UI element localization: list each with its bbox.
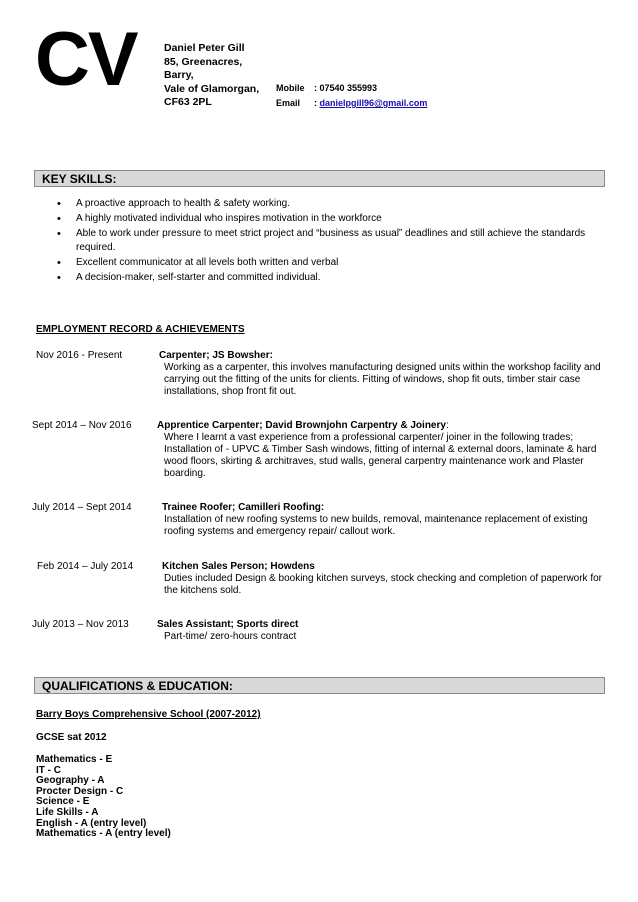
gcse-heading: GCSE sat 2012 [36,732,107,743]
list-item: Mathematics - E [36,754,113,765]
job-description: Working as a carpenter, this involves manufacturing designed units within the workshop facility and carrying out the fitting of the units for clients. Fitting of windows, shop fit outs, timber stair case installations, shop front fit out. [164,362,601,397]
address-line: 85, Greenacres, [164,55,243,68]
name-address-block [164,42,259,110]
list-item: Procter Design - C [36,785,124,797]
mobile-row [276,81,427,96]
address-line: Vale of Glamorgan, [164,82,260,95]
job-title-suffix: : [445,420,449,431]
key-skills-list [57,197,602,286]
email-label: Email [276,98,301,108]
list-item: Geography - A [36,775,105,787]
list-item: IT - C [36,764,61,776]
email-link[interactable]: danielpgill96@gmail.com [319,98,428,108]
job-title-row [157,420,449,431]
address-line: CF63 2PL [164,96,212,108]
list-item: English - A (entry level) [36,817,147,829]
list-item: • Excellent communicator at all levels both written and verbal [57,256,602,270]
list-item: • Able to work under pressure to meet strict project and “business as usual” deadlines and still achieve the standards required. [57,227,602,255]
mobile-value: : 07540 355993 [314,83,378,93]
list-item: Mathematics - A (entry level) [36,828,171,840]
job-date: July 2014 – Sept 2014 [32,502,132,513]
job-date: Sept 2014 – Nov 2016 [32,420,132,431]
school-name: Barry Boys Comprehensive School (2007-2012) [36,709,261,720]
cv-logo: CV [35,17,137,102]
employment-heading: EMPLOYMENT RECORD & ACHIEVEMENTS [36,324,245,335]
mobile-label: Mobile [276,83,305,93]
job-description: Duties included Design & booking kitchen surveys, stock checking and completion of paperwork for the kitchens sold. [164,573,603,596]
job-title: Carpenter; JS Bowsher: [159,350,273,361]
job-description: Where I learnt a vast experience from a professional carpenter/ joiner in the following trades; Installation of - UPVC & Timber Sash windows, fitting of internal & external doors, laminate & hard wood floors, skirting & architraves, stud walls, general carpentry maintenance work and Plaster boarding. [164,432,597,479]
job-description: Installation of new roofing systems to new builds, removal, maintenance replacement of existing roofing systems and emergency repair/ callout work. [164,514,588,537]
job-title: Sales Assistant; Sports direct [157,619,299,630]
list-item: Life Skills - A [36,806,99,818]
key-skills-heading: KEY SKILLS: [34,170,605,187]
job-date: Nov 2016 - Present [36,350,123,361]
candidate-name: Daniel Peter Gill [164,42,245,54]
contact-block [276,81,427,111]
job-title: Kitchen Sales Person; Howdens [162,561,315,572]
job-date: Feb 2014 – July 2014 [37,561,134,572]
job-date: July 2013 – Nov 2013 [32,619,129,630]
email-row [276,96,427,111]
address-line: Barry, [164,69,194,81]
grades-list [36,755,171,840]
email-separator: : [314,98,317,108]
list-item: Science - E [36,796,90,808]
list-item: • A proactive approach to health & safety working. [57,197,602,211]
list-item: • A highly motivated individual who inspires motivation in the workforce [57,212,602,226]
qualifications-heading: QUALIFICATIONS & EDUCATION: [34,677,605,694]
job-title: Apprentice Carpenter; David Brownjohn Carpentry & Joinery [157,420,446,431]
list-item: • A decision-maker, self-starter and committed individual. [57,271,602,285]
job-title: Trainee Roofer; Camilleri Roofing: [162,502,325,513]
job-description: Part-time/ zero-hours contract [164,631,297,642]
